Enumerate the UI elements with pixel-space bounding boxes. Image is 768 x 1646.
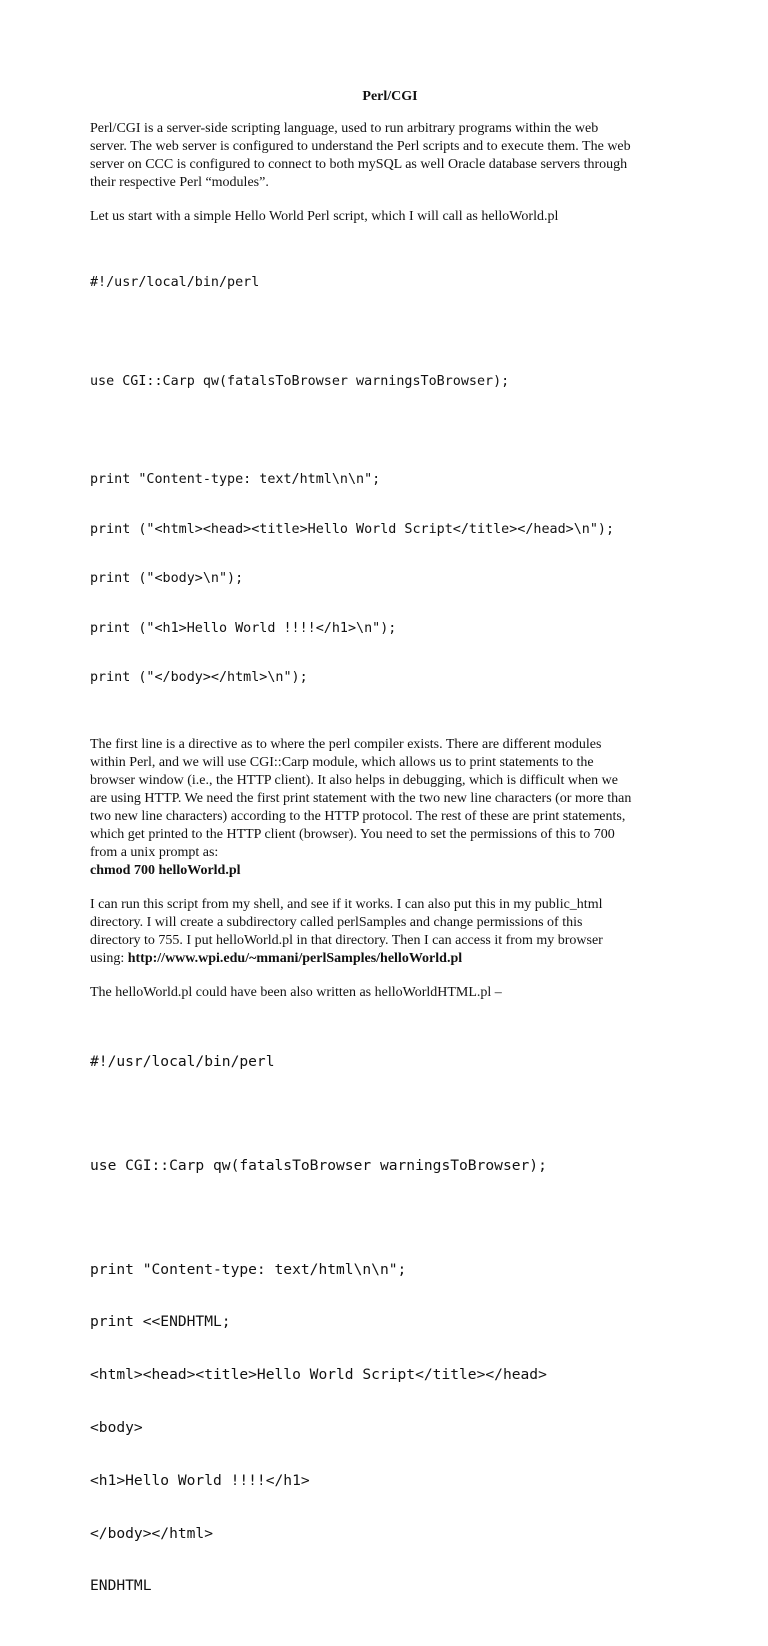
code-block-1-shebang: [90, 242, 690, 325]
code-block-1-use: [90, 341, 690, 424]
explanation-paragraph: [90, 736, 680, 880]
code-line: print ("</body></html>\n");: [90, 670, 308, 685]
run-paragraph: [90, 896, 680, 968]
intro-line: server on CCC is configured to connect to both mySQL as well Oracle database servers through: [90, 157, 628, 172]
code-block-2-use: [90, 1121, 690, 1209]
code-line: print ("<h1>Hello World !!!!</h1>\n");: [90, 620, 397, 636]
code-line: <h1>Hello World !!!!</h1>: [90, 1471, 310, 1489]
alt-line: The helloWorld.pl could have been also written as helloWorldHTML.pl –: [90, 984, 502, 1000]
run-line: directory to 755. I put helloWorld.pl in that directory. Then I can access it from my browser: [90, 932, 603, 948]
intro-paragraph: [90, 120, 680, 192]
document-title: Perl/CGI: [362, 89, 418, 104]
intro-line: their respective Perl “modules”.: [90, 175, 269, 190]
explanation-line: which get printed to the HTTP client (browser). You need to set the permissions of this to 700: [90, 826, 615, 842]
code-line: print <<ENDHTML;: [90, 1313, 231, 1331]
code-line: print "Content-type: text/html\n\n";: [90, 1260, 407, 1278]
code-line: print "Content-type: text/html\n\n";: [90, 472, 381, 487]
code-line: ENDHTML: [90, 1577, 152, 1595]
explanation-line: from a unix prompt as:: [90, 844, 219, 860]
code-line: print ("<body>\n");: [90, 571, 244, 586]
run-line: directory. I will create a subdirectory called perlSamples and change permissions of this: [90, 914, 583, 930]
code-block-1-prints: [90, 439, 690, 720]
explanation-line: are using HTTP. We need the first print statement with the two new line characters (or more than: [90, 790, 632, 806]
code-line: print ("<html><head><title>Hello World Script</title></head>\n");: [90, 521, 615, 537]
chmod-command: chmod 700 helloWorld.pl: [90, 862, 241, 878]
code-block-2-shebang: [90, 1018, 690, 1106]
using-label: using:: [90, 950, 128, 966]
explanation-line: within Perl, and we will use CGI::Carp module, which allows us to print statements to the: [90, 754, 594, 770]
code-line: use CGI::Carp qw(fatalsToBrowser warningsToBrowser);: [90, 373, 510, 389]
start-paragraph: [90, 208, 680, 226]
code-line: <html><head><title>Hello World Script</title></head>: [90, 1366, 547, 1384]
run-line: I can run this script from my shell, and see if it works. I can also put this in my public_html: [90, 896, 603, 912]
code-line: #!/usr/local/bin/perl: [90, 275, 260, 290]
explanation-line: two new line characters) according to the HTTP protocol. The rest of these are print statements,: [90, 808, 626, 824]
alt-paragraph: [90, 984, 680, 1002]
code-line: use CGI::Carp qw(fatalsToBrowser warningsToBrowser);: [90, 1156, 547, 1174]
hello-world-url[interactable]: http://www.wpi.edu/~mmani/perlSamples/helloWorld.pl: [127, 950, 463, 966]
run-url-line: [90, 950, 680, 968]
start-line: Let us start with a simple Hello World Perl script, which I will call as helloWorld.pl: [90, 209, 559, 224]
code-line: </body></html>: [90, 1524, 214, 1542]
intro-line: Perl/CGI is a server-side scripting language, used to run arbitrary programs within the web: [90, 121, 599, 136]
document-page: [90, 88, 690, 1646]
code-block-2-body: [90, 1225, 690, 1630]
intro-line: server. The web server is configured to understand the Perl scripts and to execute them. The web: [90, 139, 631, 154]
explanation-line: browser window (i.e., the HTTP client). It also helps in debugging, which is difficult when we: [90, 772, 619, 788]
code-line: #!/usr/local/bin/perl: [90, 1052, 275, 1070]
code-line: <body>: [90, 1418, 143, 1436]
explanation-line: The first line is a directive as to where the perl compiler exists. There are different modules: [90, 736, 602, 752]
